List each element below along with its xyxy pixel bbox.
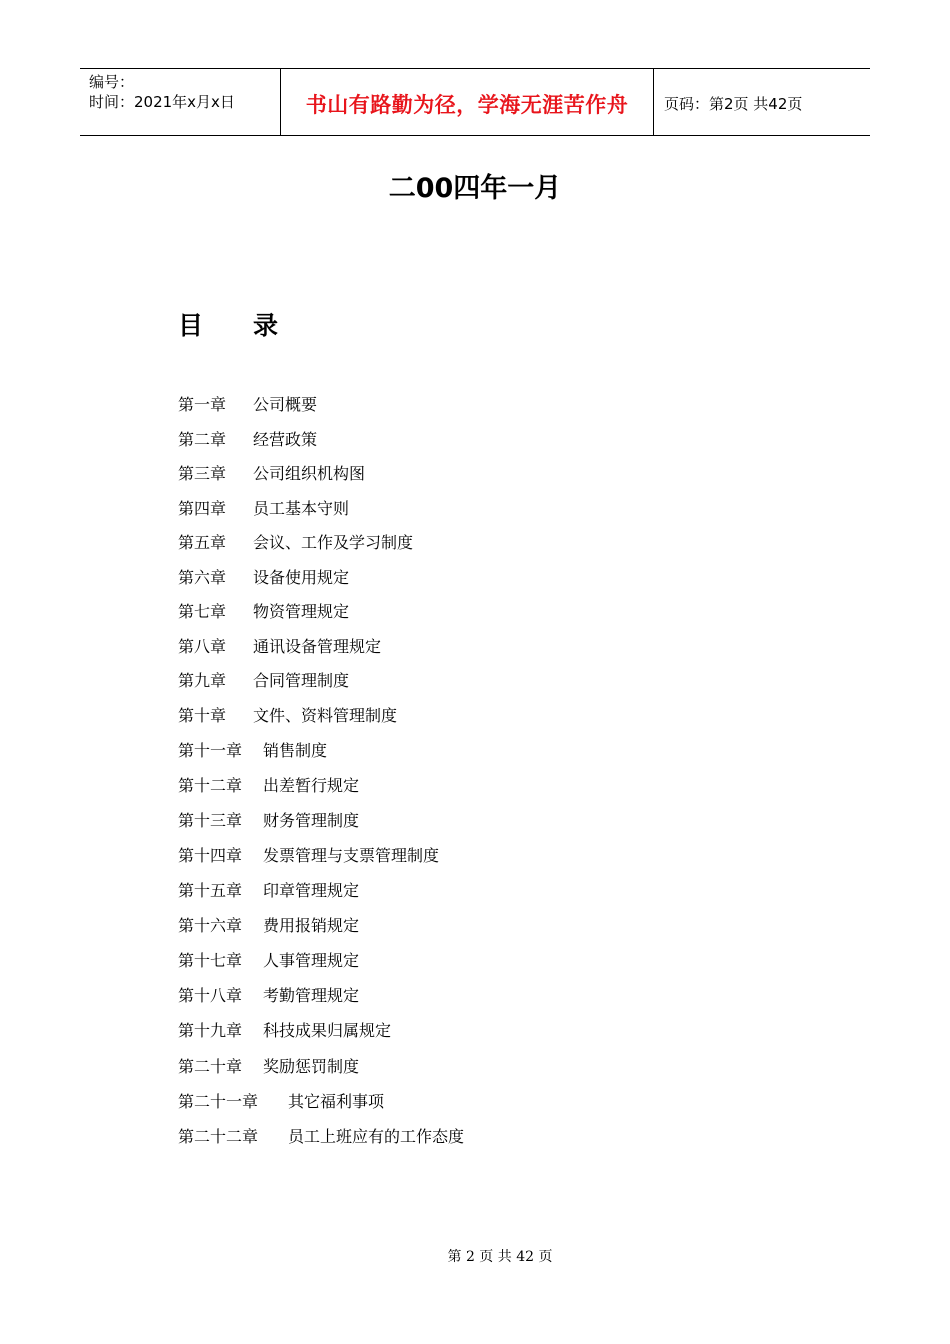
toc-chapter-title: 费用报销规定 xyxy=(263,916,360,936)
toc-chapter-title: 经营政策 xyxy=(253,429,318,449)
page-footer: 第 2 页 共 42 页 xyxy=(447,1249,553,1265)
toc-chapter-number: 第六章 xyxy=(178,567,227,587)
toc-item xyxy=(178,843,439,866)
toc-chapter-title: 印章管理规定 xyxy=(263,881,360,900)
toc-chapter-number: 第十四章 xyxy=(178,845,243,865)
document-time: 时间：2021年x月x日 xyxy=(89,93,235,111)
toc-item xyxy=(178,1018,391,1041)
toc-item xyxy=(178,496,349,519)
toc-chapter-number: 第十二章 xyxy=(178,775,243,795)
toc-chapter-title: 其它福利事项 xyxy=(288,1091,385,1111)
toc-item xyxy=(178,878,359,901)
toc-chapter-number: 第一章 xyxy=(178,395,227,414)
toc-item xyxy=(178,427,317,450)
toc-chapter-number: 第十三章 xyxy=(178,810,243,830)
page-header xyxy=(80,68,870,136)
toc-item xyxy=(178,913,359,936)
toc-chapter-number: 第十六章 xyxy=(178,916,243,936)
toc-chapter-number: 第二十二章 xyxy=(178,1126,259,1146)
toc-chapter-title: 奖励惩罚制度 xyxy=(263,1056,360,1076)
toc-chapter-title: 发票管理与支票管理制度 xyxy=(263,845,440,865)
toc-chapter-title: 财务管理制度 xyxy=(263,810,360,830)
toc-chapter-title: 公司组织机构图 xyxy=(253,464,366,483)
toc-item xyxy=(178,634,381,657)
toc-heading: 目录 xyxy=(178,311,329,340)
toc-item xyxy=(178,668,349,691)
toc-chapter-title: 人事管理规定 xyxy=(263,951,360,971)
toc-chapter-title: 员工基本守则 xyxy=(253,498,350,518)
header-meta xyxy=(80,69,281,135)
toc-chapter-number: 第七章 xyxy=(178,602,227,621)
toc-chapter-number: 第十五章 xyxy=(178,881,243,900)
toc-chapter-number: 第九章 xyxy=(178,671,227,690)
toc-chapter-title: 销售制度 xyxy=(263,740,328,760)
toc-chapter-number: 第五章 xyxy=(178,533,227,552)
toc-chapter-number: 第二章 xyxy=(178,429,227,449)
document-number-label: 编号： xyxy=(89,73,135,91)
toc-item xyxy=(178,599,349,622)
toc-item xyxy=(178,1089,384,1112)
toc-chapter-number: 第八章 xyxy=(178,636,227,656)
toc-chapter-title: 合同管理制度 xyxy=(253,671,350,690)
toc-item xyxy=(178,565,349,588)
toc-chapter-title: 员工上班应有的工作态度 xyxy=(288,1126,465,1146)
toc-chapter-number: 第十章 xyxy=(178,705,227,725)
toc-chapter-title: 考勤管理规定 xyxy=(263,986,360,1006)
header-motto: 书山有路勤为径，学海无涯苦作舟 xyxy=(281,69,654,135)
toc-chapter-title: 出差暂行规定 xyxy=(263,775,360,795)
toc-chapter-title: 物资管理规定 xyxy=(253,602,350,621)
toc-chapter-number: 第十一章 xyxy=(178,740,243,760)
toc-chapter-number: 第十八章 xyxy=(178,986,243,1006)
toc-chapter-number: 第十九章 xyxy=(178,1021,243,1041)
toc-item xyxy=(178,461,365,484)
toc-item xyxy=(178,1124,464,1147)
toc-chapter-title: 会议、工作及学习制度 xyxy=(253,533,414,552)
toc-item xyxy=(178,773,359,796)
toc-chapter-title: 科技成果归属规定 xyxy=(263,1021,392,1041)
toc-chapter-number: 第二十一章 xyxy=(178,1091,259,1111)
toc-chapter-title: 公司概要 xyxy=(253,395,318,414)
toc-chapter-title: 文件、资料管理制度 xyxy=(253,705,398,725)
toc-chapter-title: 通讯设备管理规定 xyxy=(253,636,382,656)
toc-item xyxy=(178,983,359,1006)
header-page-info: 页码：第2页 共42页 xyxy=(664,95,803,113)
toc-item xyxy=(178,1054,359,1077)
toc-chapter-number: 第二十章 xyxy=(178,1056,243,1076)
toc-chapter-title: 设备使用规定 xyxy=(253,567,350,587)
toc-item xyxy=(178,808,359,831)
toc-item xyxy=(178,703,397,726)
toc-chapter-number: 第三章 xyxy=(178,464,227,483)
toc-chapter-number: 第四章 xyxy=(178,498,227,518)
toc-item xyxy=(178,738,327,761)
toc-chapter-number: 第十七章 xyxy=(178,951,243,971)
toc-item xyxy=(178,392,317,415)
toc-item xyxy=(178,948,359,971)
document-date-title: 二00四年一月 xyxy=(388,173,562,204)
toc-item xyxy=(178,530,413,553)
